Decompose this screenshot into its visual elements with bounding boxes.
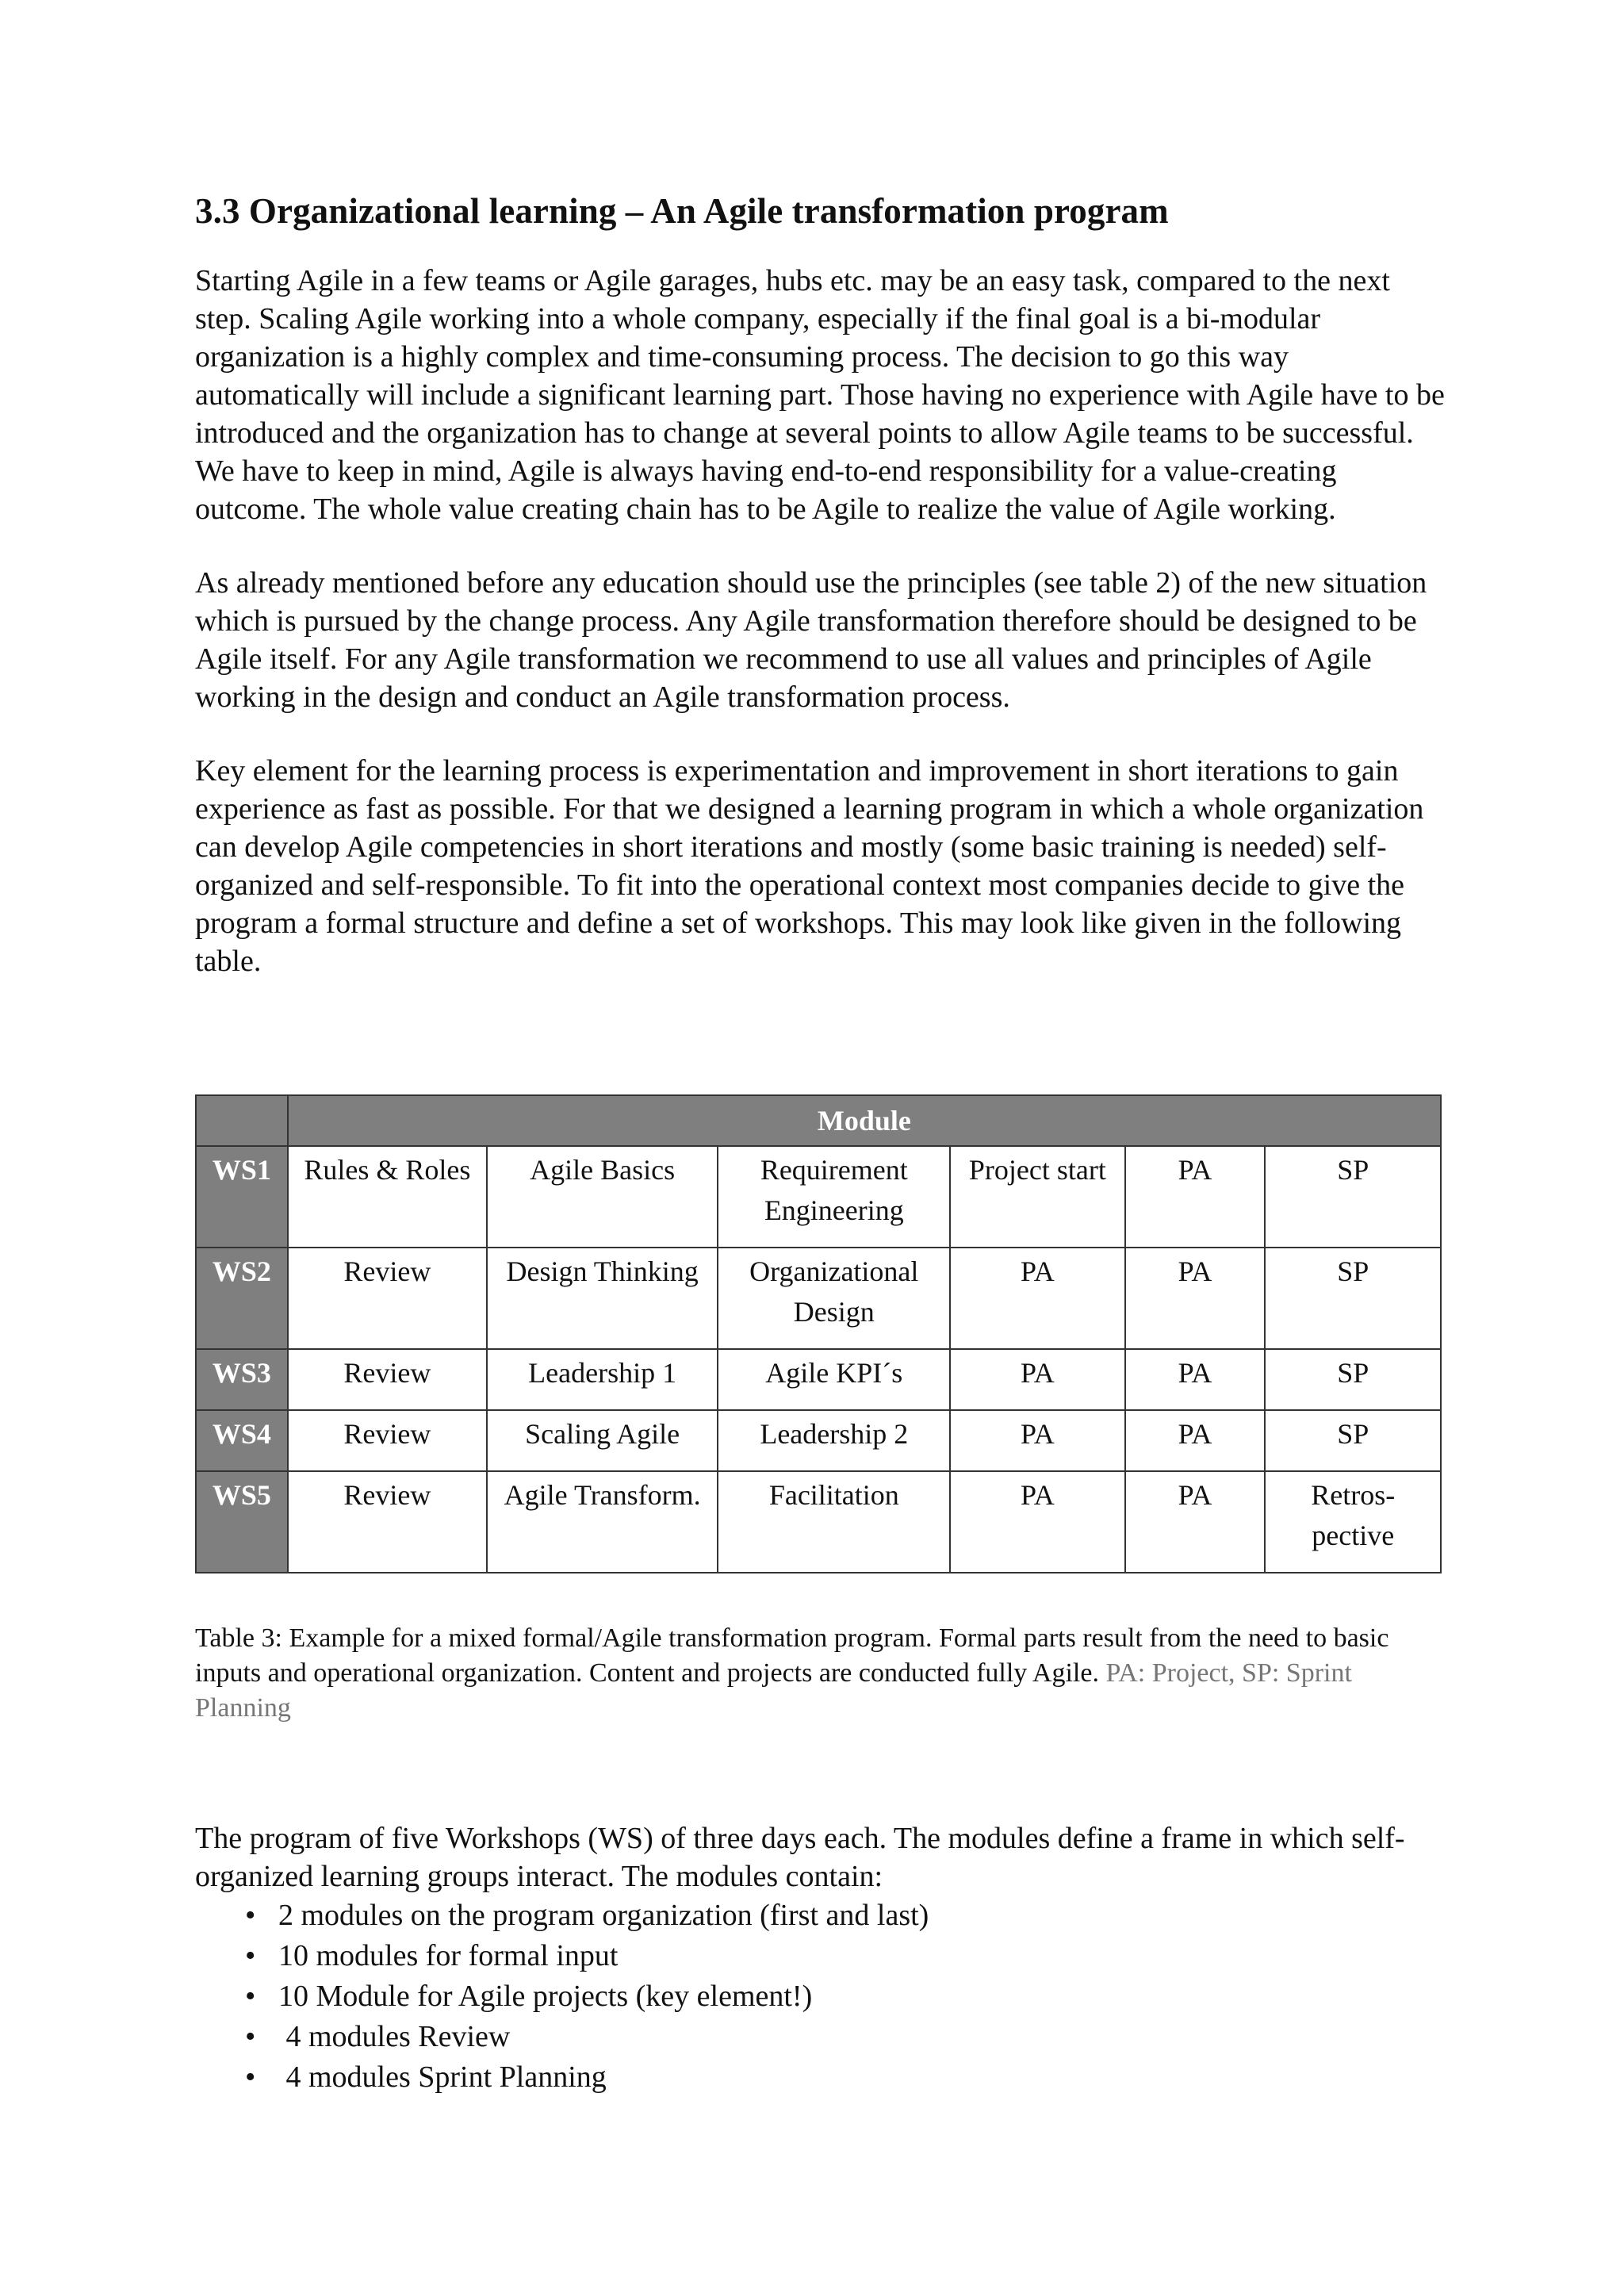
table-cell: Organizational Design (718, 1248, 950, 1349)
header-corner-cell (196, 1095, 288, 1146)
table-cell: PA (950, 1248, 1125, 1349)
table-cell: Design Thinking (487, 1248, 718, 1349)
bullet-icon: • (245, 1899, 256, 1932)
table-header-row (196, 1095, 1441, 1146)
caption-legend: PA: Project, SP: Sprint Planning (195, 1658, 1352, 1723)
list-item (245, 2057, 1448, 2098)
paragraph-1: Starting Agile in a few teams or Agile garages, hubs etc. may be an easy task, compared to the next step. Scaling Agile working into a whole company, especially if the final goal is a bi-modular organization is a highly complex and time-consuming process. The decision to go this way automatically will include a significant learning part. Those having no experience with Agile have to be introduced and the organization has to change at several points to allow Agile teams to be successful. We have to keep in mind, Agile is always having end-to-end responsibility for a value-creating outcome. The whole value creating chain has to be Agile to realize the value of Agile working. (195, 264, 1445, 526)
caption-text: Table 3: Example for a mixed formal/Agile transformation program. Formal parts result from the need to basic inputs and operational organization. Content and projects are conducted fully Agile. (195, 1623, 1389, 1688)
list-item (245, 2017, 1448, 2057)
table-row-ws3 (196, 1349, 1441, 1410)
table-cell: Review (288, 1471, 487, 1573)
table-cell: SP (1265, 1349, 1441, 1410)
table-cell: Review (288, 1410, 487, 1471)
table-cell: Leadership 1 (487, 1349, 718, 1410)
ws-label: WS4 (196, 1410, 288, 1471)
table-row-ws1 (196, 1146, 1441, 1248)
table-cell: Review (288, 1248, 487, 1349)
table-cell: PA (950, 1471, 1125, 1573)
list-item-text: 2 modules on the program organization (first and last) (278, 1899, 929, 1932)
table-cell: Requirement Engineering (718, 1146, 950, 1248)
table-cell: SP (1265, 1410, 1441, 1471)
table-cell: Scaling Agile (487, 1410, 718, 1471)
table-cell: PA (1125, 1471, 1266, 1573)
ws-label: WS3 (196, 1349, 288, 1410)
table-cell: Agile Transform. (487, 1471, 718, 1573)
list-item-text: 10 Module for Agile projects (key element!) (278, 1980, 813, 2013)
program-table (195, 1094, 1442, 1573)
table-caption (195, 1621, 1448, 1726)
ws-label: WS1 (196, 1146, 288, 1248)
table-row-ws4 (196, 1410, 1441, 1471)
closing-section (195, 1819, 1448, 2098)
ws-label: WS5 (196, 1471, 288, 1573)
paragraph-3: Key element for the learning process is experimentation and improvement in short iterations to gain experience as fast as possible. For that we designed a learning program in which a whole organization can develop Agile competencies in short iterations and mostly (some basic training is needed) self-organized and self-responsible. To fit into the operational context most companies decide to give the program a formal structure and define a set of workshops. This may look like given in the following table. (195, 754, 1424, 978)
ws-label: WS2 (196, 1248, 288, 1349)
table-cell: PA (1125, 1248, 1266, 1349)
module-list (195, 1895, 1448, 2098)
module-header: Module (288, 1095, 1441, 1146)
bullet-icon: • (245, 2020, 256, 2053)
table-cell: PA (950, 1410, 1125, 1471)
table-cell: Leadership 2 (718, 1410, 950, 1471)
bullet-icon: • (245, 1939, 256, 1972)
table-cell: Facilitation (718, 1471, 950, 1573)
table-cell: PA (1125, 1349, 1266, 1410)
bullet-icon: • (245, 2060, 256, 2094)
list-item (245, 1936, 1448, 1976)
table-cell: Rules & Roles (288, 1146, 487, 1248)
table-cell: SP (1265, 1146, 1441, 1248)
table-row-ws2 (196, 1248, 1441, 1349)
table-cell: Agile KPI´s (718, 1349, 950, 1410)
table-cell: PA (1125, 1146, 1266, 1248)
list-item-text: 4 modules Sprint Planning (278, 2060, 607, 2094)
table-cell: SP (1265, 1248, 1441, 1349)
table-cell: Retros-pective (1265, 1471, 1441, 1573)
list-item (245, 1895, 1448, 1936)
table-cell: Agile Basics (487, 1146, 718, 1248)
closing-paragraph: The program of five Workshops (WS) of three days each. The modules define a frame in which self-organized learning groups interact. The modules contain: (195, 1822, 1405, 1893)
paragraph-2: As already mentioned before any education should use the principles (see table 2) of the new situation which is pursued by the change process. Any Agile transformation therefore should be designed to be Agile itself. For any Agile transformation we recommend to use all values and principles of Agile working in the design and conduct an Agile transformation process. (195, 566, 1427, 714)
table-cell: PA (1125, 1410, 1266, 1471)
bullet-icon: • (245, 1980, 256, 2013)
table-row-ws5 (196, 1471, 1441, 1573)
table-cell: Project start (950, 1146, 1125, 1248)
document-page (195, 187, 1448, 2094)
table-cell: Review (288, 1349, 487, 1410)
table-cell: PA (950, 1349, 1125, 1410)
list-item (245, 1976, 1448, 2017)
list-item-text: 4 modules Review (278, 2020, 511, 2053)
section-heading: 3.3 Organizational learning – An Agile transformation program (195, 191, 1169, 231)
list-item-text: 10 modules for formal input (278, 1939, 619, 1972)
